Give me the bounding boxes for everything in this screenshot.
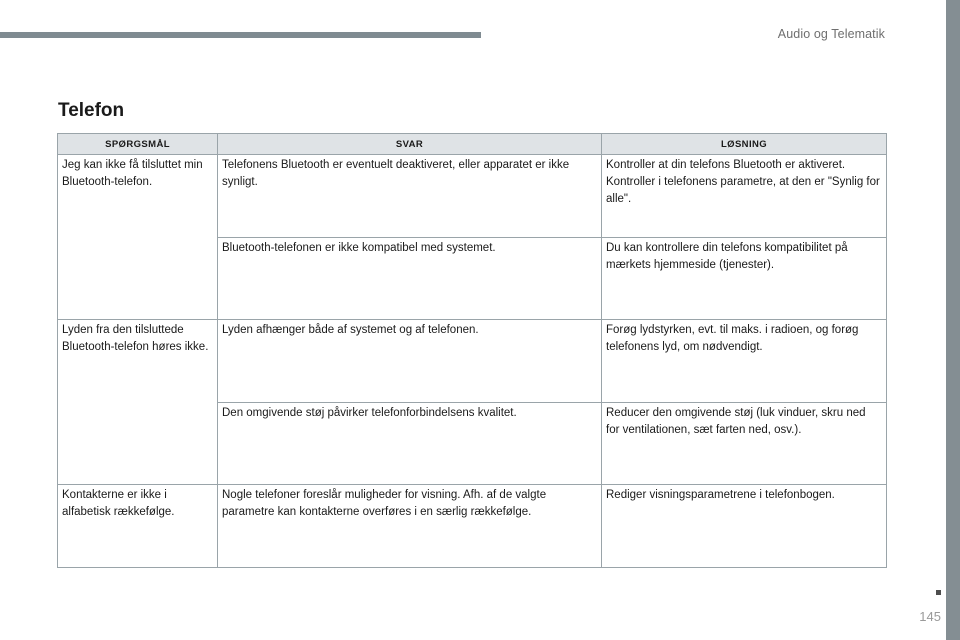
solution-line: Kontroller at din telefons Bluetooth er aktiveret. (606, 159, 846, 171)
solution-cell: Du kan kontrollere din telefons kompatibilitet på mærkets hjemmeside (tjenester). (602, 238, 887, 320)
answer-cell: Nogle telefoner foreslår muligheder for visning. Afh. af de valgte parametre kan kontakterne overføres i en særlig rækkefølge. (218, 485, 602, 568)
question-cell: Kontakterne er ikke i alfabetisk rækkefølge. (58, 485, 218, 568)
column-header-question: SPØRGSMÅL (58, 134, 218, 155)
answer-cell: Telefonens Bluetooth er eventuelt deaktiveret, eller apparatet er ikke synligt. (218, 155, 602, 238)
solution-cell: Forøg lydstyrken, evt. til maks. i radioen, og forøg telefonens lyd, om nødvendigt. (602, 320, 887, 403)
table-row (58, 485, 887, 568)
answer-cell: Lyden afhænger både af systemet og af telefonen. (218, 320, 602, 403)
section-header: Audio og Telematik (777, 27, 885, 41)
footer-square-marker (936, 590, 941, 595)
column-header-solution: LØSNING (602, 134, 887, 155)
question-cell: Lyden fra den tilsluttede Bluetooth-telefon høres ikke. (58, 320, 218, 485)
troubleshooting-table (57, 133, 887, 568)
page-edge-band (946, 0, 960, 640)
answer-cell: Bluetooth-telefonen er ikke kompatibel med systemet. (218, 238, 602, 320)
table-row (58, 155, 887, 238)
table-row (58, 320, 887, 403)
solution-cell (602, 155, 887, 238)
answer-cell: Den omgivende støj påvirker telefonforbindelsens kvalitet. (218, 403, 602, 485)
header-rule (0, 32, 481, 38)
solution-cell: Rediger visningsparametrene i telefonbogen. (602, 485, 887, 568)
solution-line: Kontroller i telefonens parametre, at den er "Synlig for alle". (606, 176, 880, 205)
question-cell: Jeg kan ikke få tilsluttet min Bluetooth-telefon. (58, 155, 218, 320)
column-header-answer: SVAR (218, 134, 602, 155)
page-title: Telefon (58, 100, 125, 121)
page-number: 145 (919, 609, 941, 624)
solution-cell: Reducer den omgivende støj (luk vinduer, skru ned for ventilationen, sæt farten ned, osv.). (602, 403, 887, 485)
table-header-row (58, 134, 887, 155)
